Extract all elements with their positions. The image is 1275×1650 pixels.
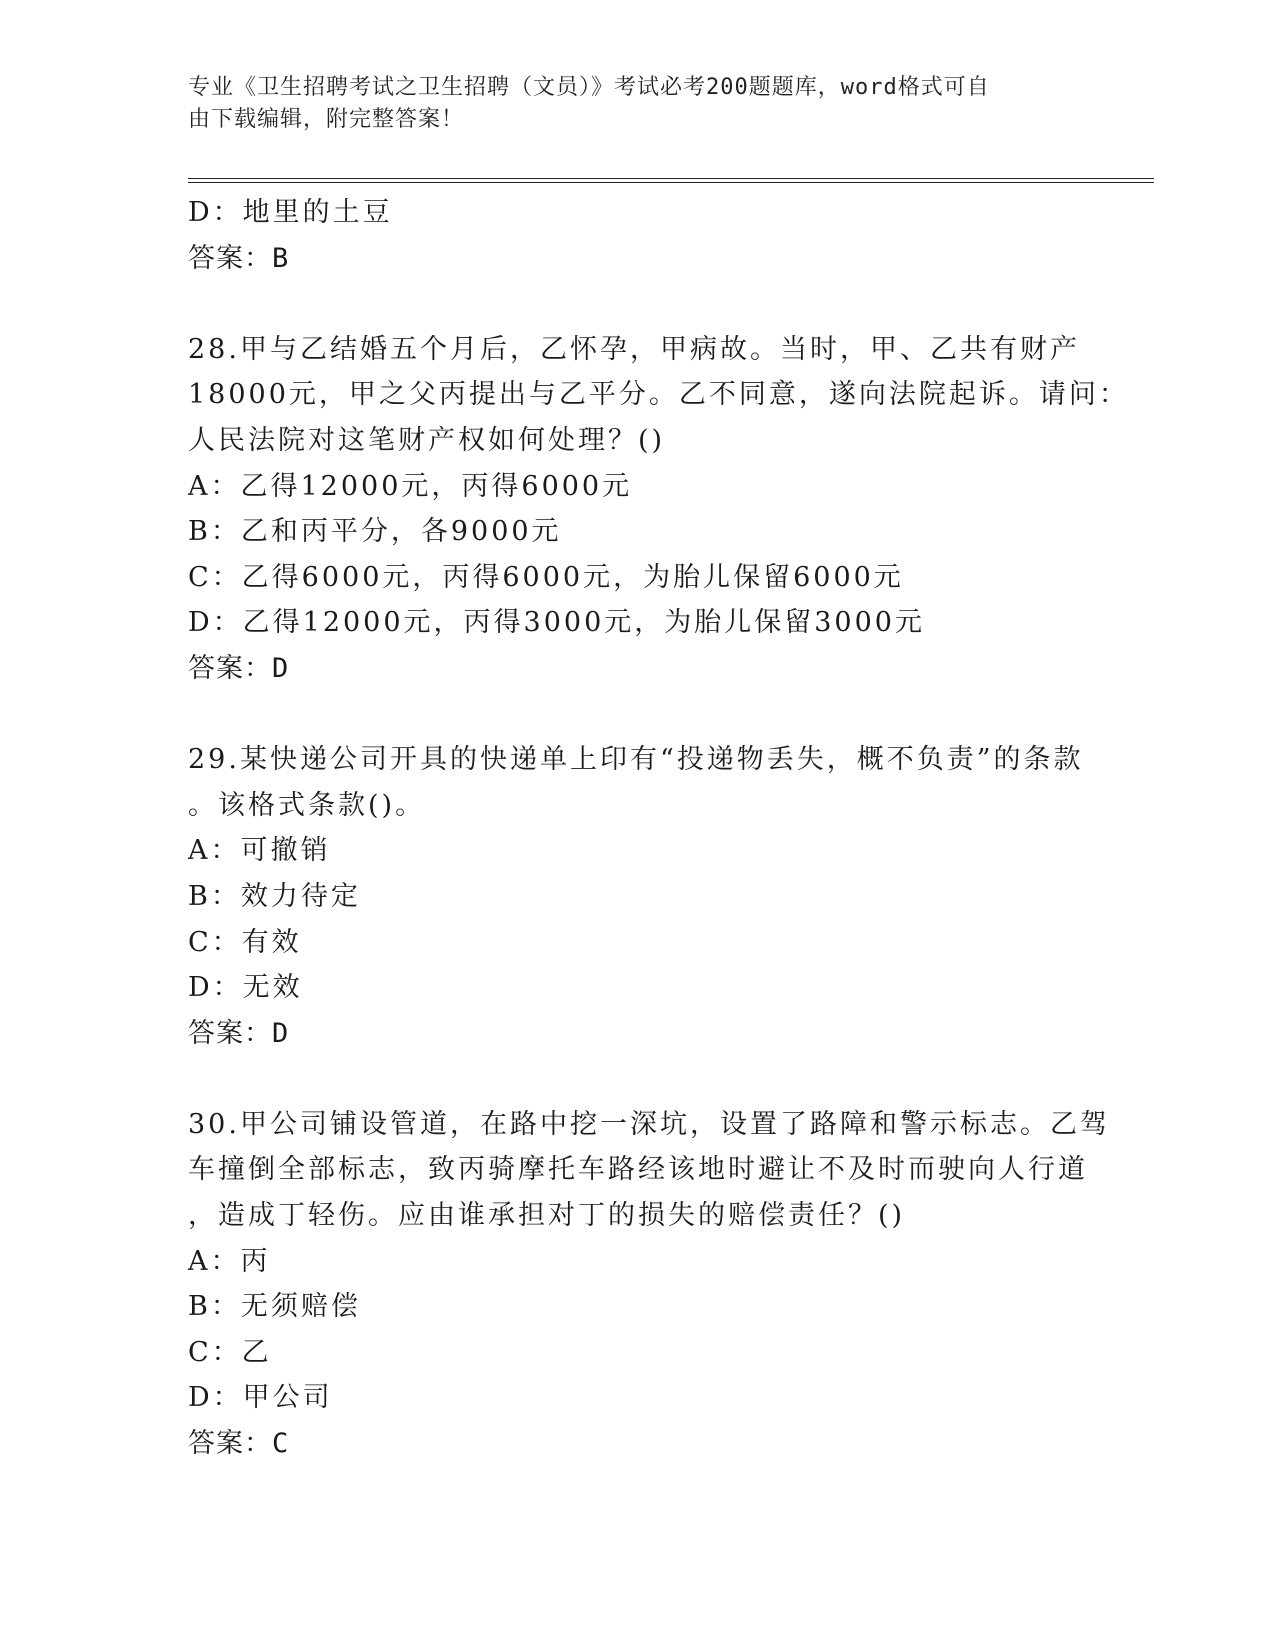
option-d: D：地里的土豆 [188,197,393,228]
question-28 [188,327,1129,692]
question-29 [188,737,1088,1056]
option-c: C：有效 [188,926,302,958]
header-divider-top [188,178,1154,179]
question-text-line: 28.甲与乙结婚五个月后，乙怀孕，甲病故。当时，甲、乙共有财产 [188,333,1080,365]
option-c: C：乙得6000元，丙得6000元，为胎儿保留6000元 [188,561,904,593]
spacer [188,692,1088,738]
question-list [188,190,1129,1467]
answer-label: 答案：D [188,1017,290,1049]
option-c: C：乙 [188,1336,272,1368]
option-b: B：效力待定 [188,880,361,912]
question-text-line: 。该格式条款()。 [188,789,426,821]
page-header [188,72,1088,136]
question-text-line: 29.某快递公司开具的快递单上印有“投递物丢失，概不负责”的条款 [188,744,1084,776]
header-line-1: 专业《卫生招聘考试之卫生招聘（文员）》考试必考200题题库，word格式可自 [188,75,990,100]
question-text-line: 车撞倒全部标志，致丙骑摩托车路经该地时避让不及时而驶向人行道 [188,1154,1088,1186]
option-b: B：无须赔偿 [188,1291,361,1323]
question-30 [188,1102,1110,1467]
header-divider-bottom [188,182,1154,183]
question-text-line: 人民法院对这笔财产权如何处理？() [188,424,666,456]
option-d: D：乙得12000元，丙得3000元，为胎儿保留3000元 [188,607,925,639]
question-text-line: 18000元，甲之父丙提出与乙平分。乙不同意，遂向法院起诉。请问： [188,379,1129,411]
option-a: A：乙得12000元，丙得6000元 [188,470,633,502]
option-d: D：甲公司 [188,1382,333,1414]
option-b: B：乙和丙平分，各9000元 [188,516,562,548]
question-text-line: 30.甲公司铺设管道，在路中挖一深坑，设置了路障和警示标志。乙驾 [188,1108,1110,1140]
answer-label: 答案：C [188,1428,290,1460]
spacer [188,1056,1088,1102]
header-line-2: 由下载编辑，附完整答案！ [188,107,465,132]
option-a: A：丙 [188,1245,271,1277]
spacer [188,281,1088,327]
answer-label: 答案：B [188,242,290,274]
previous-question-tail [188,190,1088,281]
question-text-line: ，造成丁轻伤。应由谁承担对丁的损失的赔偿责任？() [188,1200,906,1232]
option-a: A：可撤销 [188,835,331,867]
answer-label: 答案：D [188,652,290,684]
option-d: D：无效 [188,972,303,1004]
